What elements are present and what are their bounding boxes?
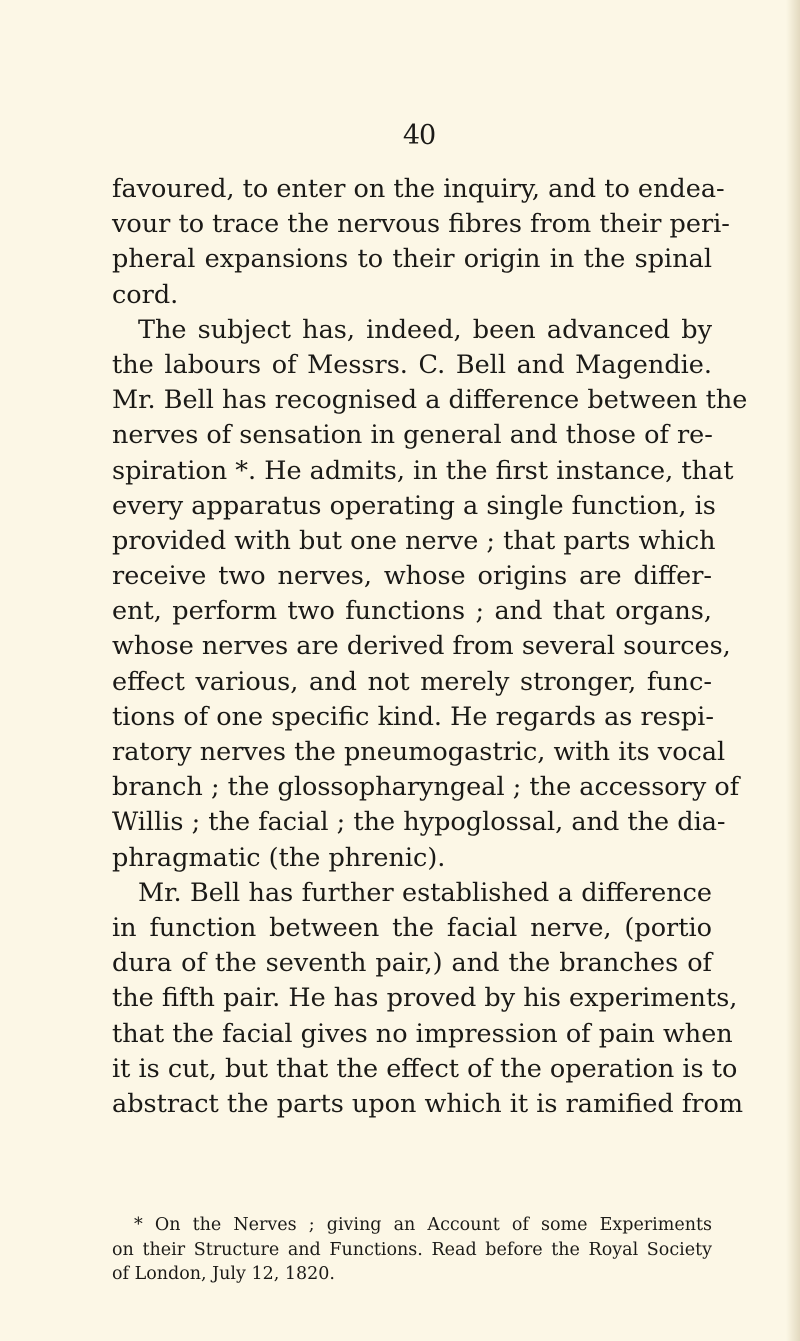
text-line: pheral expansions to their origin in the spinal [112,244,712,275]
footnote-line: of London, July 12, 1820. [112,1264,335,1284]
text-line: ent, perform two functions ; and that organs, [112,596,712,627]
text-line: provided with but one nerve ; that parts which [112,525,716,556]
page-edge-shadow [786,0,800,1341]
text-line: effect various, and not merely stronger, func- [112,666,712,697]
text-line: cord. [112,279,179,310]
text-line: in function between the facial nerve, (portio [112,912,712,943]
footnote-line: on their Structure and Functions. Read before the Royal Society [112,1239,712,1260]
text-line: whose nerves are derived from several sources, [112,631,731,662]
text-line: the fifth pair. He has proved by his experiments, [112,983,738,1014]
text-line: tions of one specific kind. He regards as respi- [112,701,714,732]
footnote [112,1213,712,1287]
text-line: receive two nerves, whose origins are differ- [112,561,712,592]
text-line: vour to trace the nervous fibres from their peri- [112,209,730,240]
page-number: 40 [402,120,436,151]
text-line: Mr. Bell has recognised a difference between the [112,385,748,416]
text-line: favoured, to enter on the inquiry, and to endea- [112,174,725,204]
footnote-line: * On the Nerves ; giving an Account of some Experiments [134,1215,712,1235]
text-line: abstract the parts upon which it is ramified from [112,1088,744,1119]
body-text [112,172,748,1122]
text-line: Willis ; the facial ; the hypoglossal, and the dia- [112,807,726,838]
text-line: ratory nerves the pneumogastric, with its vocal [112,737,726,767]
text-line: the labours of Messrs. C. Bell and Magendie. [112,349,712,380]
text-line: dura of the seventh pair,) and the branches of [112,948,712,979]
text-line: phragmatic (the phrenic). [112,842,446,873]
text-line: Mr. Bell has further established a difference [138,877,712,908]
text-line: branch ; the glossopharyngeal ; the accessory of [112,772,740,803]
text-line: nerves of sensation in general and those of re- [112,420,713,451]
text-line: every apparatus operating a single function, is [112,490,716,521]
text-line: spiration *. He admits, in the first instance, that [112,455,734,486]
text-line: it is cut, but that the effect of the operation is to [112,1053,738,1084]
text-line: that the facial gives no impression of pain when [112,1018,733,1049]
text-line: The subject has, indeed, been advanced by [138,314,712,345]
